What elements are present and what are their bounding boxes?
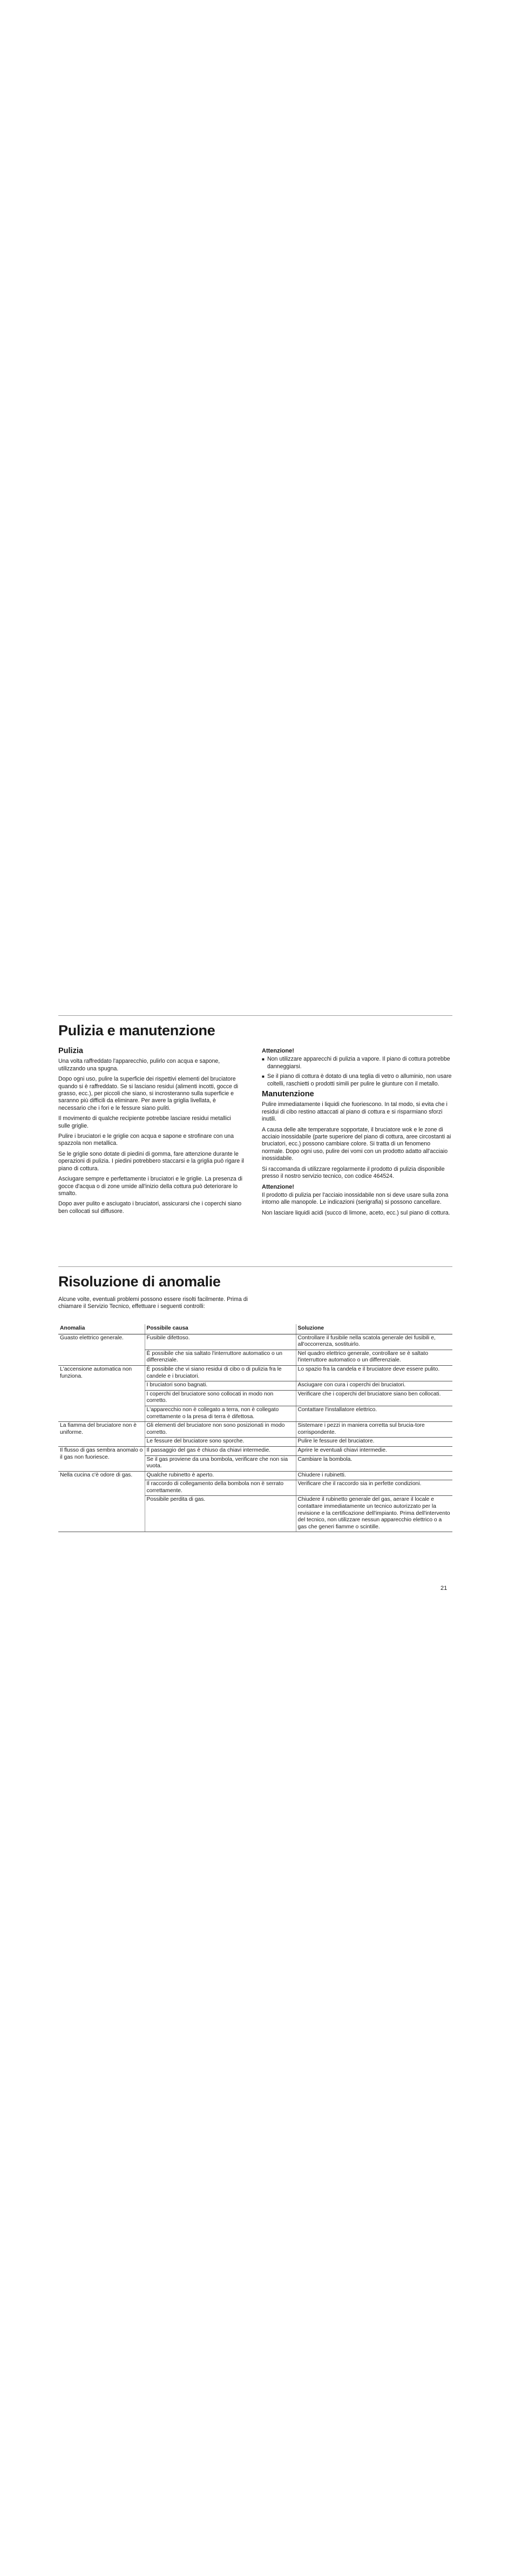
column-header-anomaly: Anomalia: [58, 1324, 145, 1334]
anomaly-cell: Il flusso di gas sembra anomalo o il gas non fuoriesce.: [58, 1446, 145, 1471]
cause-cell: I bruciatori sono bagnati.: [145, 1381, 296, 1391]
solution-cell: Aprire le eventuali chiavi intermedie.: [296, 1446, 452, 1455]
table-row: [58, 1422, 452, 1438]
cause-cell: Fusibile difettoso.: [145, 1334, 296, 1350]
attention-list: [262, 1056, 452, 1088]
column-header-solution: Soluzione: [296, 1324, 452, 1334]
cause-cell: I coperchi del bruciatore sono collocati in modo non corretto.: [145, 1390, 296, 1406]
cleaning-paragraph: Dopo aver pulito e asciugato i bruciatori, assicurarsi che i coperchi siano ben collocati sul diffusore.: [58, 1201, 242, 1215]
cleaning-paragraph: Se le griglie sono dotate di piedini di gomma, fare attenzione durante le operazioni di pulizia. I piedini potrebbero staccarsi e la griglia può rigare il piano di cottura.: [58, 1150, 244, 1172]
table-row: [58, 1446, 452, 1455]
solution-cell: Cambiare la bombola.: [296, 1455, 452, 1471]
page-number: 21: [441, 1585, 448, 1592]
upkeep-heading: Manutenzione: [262, 1090, 314, 1099]
maintenance-left-column: [58, 1048, 244, 1218]
cause-cell: Il raccordo di collegamento della bombola non è serrato correttamente.: [145, 1480, 296, 1496]
cleaning-paragraph: Dopo ogni uso, pulire la superficie dei rispettivi elementi del bruciatore quando si è raffreddato. Se si lasciano residui (alimenti incotti, gocce di grasso, ecc.), per piccoli che siano, si incrosteranno sulla superficie e saranno più difficili da eliminare. Per avere la griglia livellata, è necessario che i fori e le fessure siano puliti.: [58, 1076, 239, 1111]
troubleshooting-table: [58, 1324, 452, 1532]
solution-cell: Sistemare i pezzi in maniera corretta sul brucia-tore corrispondente.: [296, 1422, 452, 1438]
solution-cell: Verificare che i coperchi del bruciatore siano ben collocati.: [296, 1390, 452, 1406]
table-row: [58, 1334, 452, 1350]
cause-cell: Possibile perdita di gas.: [145, 1496, 296, 1532]
cause-cell: È possibile che vi siano residui di cibo o di pulizia fra le candele e i bruciatori.: [145, 1365, 296, 1381]
cleaning-paragraph: Una volta raffreddato l'apparecchio, pulirlo con acqua e sapone, utilizzando una spugna.: [58, 1058, 220, 1072]
cause-cell: È possibile che sia saltato l'interruttore automatico o un differenziale.: [145, 1350, 296, 1365]
attention-paragraph: Il prodotto di pulizia per l'acciaio inossidabile non si deve usare sulla zona intorno alle manopole. Le indicazioni (serigrafia) si possono cancellare.: [262, 1191, 449, 1206]
section-rule-top: [58, 1015, 452, 1016]
column-header-cause: Possibile causa: [145, 1324, 296, 1334]
solution-cell: Nel quadro elettrico generale, controllare se è saltato l'interruttore automatico o un differenziale.: [296, 1350, 452, 1365]
solution-cell: Asciugare con cura i coperchi dei bruciatori.: [296, 1381, 452, 1391]
cleaning-heading: Pulizia: [58, 1047, 83, 1055]
cleaning-paragraph: Asciugare sempre e perfettamente i bruciatori e le griglie. La presenza di gocce d'acqua o di zone umide all'inizio della cottura può deteriorare lo smalto.: [58, 1176, 242, 1197]
table-header-row: [58, 1324, 452, 1334]
cause-cell: Il passaggio del gas è chiuso da chiavi intermedie.: [145, 1446, 296, 1455]
attention-paragraph: Non lasciare liquidi acidi (succo di limone, aceto, ecc.) sul piano di cottura.: [262, 1209, 450, 1216]
upkeep-paragraph: A causa delle alte temperature sopportate, il bruciatore wok e le zone di acciaio inossidabile (parte superiore del piano di cottura, aree circostanti ai bruciatori, ecc.) possono cambiare colore. Si tratta di un fenomeno normale. Dopo ogni uso, pulire dei vomi con un prodotto adatto all'acciaio inossidabile.: [262, 1126, 451, 1162]
solution-cell: Pulire le fessure del bruciatore.: [296, 1438, 452, 1447]
attention-heading: Attenzione!: [262, 1183, 294, 1190]
attention-heading: Attenzione!: [262, 1048, 294, 1054]
troubleshooting-intro: Alcune volte, eventuali problemi possono essere risolti facilmente. Prima di chiamare il Servizio Tecnico, effettuare i seguenti controlli:: [58, 1296, 248, 1310]
anomaly-cell: Guasto elettrico generale.: [58, 1334, 145, 1365]
anomaly-cell: Nella cucina c'è odore di gas.: [58, 1471, 145, 1532]
maintenance-right-column: [262, 1048, 452, 1220]
cause-cell: Le fessure del bruciatore sono sporche.: [145, 1438, 296, 1447]
anomaly-cell: La fiamma del bruciatore non è uniforme.: [58, 1422, 145, 1447]
troubleshooting-title: Risoluzione di anomalie: [58, 1273, 221, 1290]
table-row: [58, 1365, 452, 1381]
solution-cell: Controllare il fusibile nella scatola generale dei fusibili e, all'occorrenza, sostituirlo.: [296, 1334, 452, 1350]
maintenance-title: Pulizia e manutenzione: [58, 1022, 215, 1039]
anomaly-cell: L'accensione automatica non funziona.: [58, 1365, 145, 1421]
solution-cell: Chiudere i rubinetti.: [296, 1471, 452, 1480]
solution-cell: Verificare che il raccordo sia in perfette condizioni.: [296, 1480, 452, 1496]
attention-list-item: ■ Se il piano di cottura è dotato di una teglia di vetro o alluminio, non usare coltelli, raschietti o prodotti simili per pulire le giunture con il metallo.: [262, 1073, 452, 1088]
upkeep-paragraph: Pulire immediatamente i liquidi che fuoriescono. In tal modo, si evita che i residui di cibo restino attaccati al piano di cottura e si risparmiano sforzi inutili.: [262, 1101, 448, 1123]
upkeep-paragraph: Si raccomanda di utilizzare regolarmente il prodotto di pulizia disponibile presso il nostro servizio tecnico, con codice 464524.: [262, 1165, 445, 1180]
cause-cell: Se il gas proviene da una bombola, verificare che non sia vuota.: [145, 1455, 296, 1471]
cleaning-paragraph: Pulire i bruciatori e le griglie con acqua e sapone e strofinare con una spazzola non metallica.: [58, 1133, 234, 1147]
cause-cell: L'apparecchio non è collegato a terra, non è collegato correttamente o la presa di terra è difettosa.: [145, 1406, 296, 1421]
solution-cell: Chiudere il rubinetto generale del gas, aerare il locale e contattare immediatamente un tecnico autorizzato per la revisione e la certificazione dell'impianto. Prima dell'intervento del tecnico, non utilizzare nessun apparecchio elettrico o a gas che generi fiamme o scintille.: [296, 1496, 452, 1532]
cause-cell: Qualche rubinetto è aperto.: [145, 1471, 296, 1480]
table-row: [58, 1471, 452, 1480]
solution-cell: Contattare l'installatore elettrico.: [296, 1406, 452, 1421]
attention-list-item: ■ Non utilizzare apparecchi di pulizia a vapore. Il piano di cottura potrebbe danneggiarsi.: [262, 1056, 452, 1070]
cause-cell: Gli elementi del bruciatore non sono posizionati in modo corretto.: [145, 1422, 296, 1438]
solution-cell: Lo spazio fra la candela e il bruciatore deve essere pulito.: [296, 1365, 452, 1381]
cleaning-paragraph: Il movimento di qualche recipiente potrebbe lasciare residui metallici sulle griglie.: [58, 1115, 231, 1129]
section-rule-troubleshooting: [58, 1266, 452, 1267]
